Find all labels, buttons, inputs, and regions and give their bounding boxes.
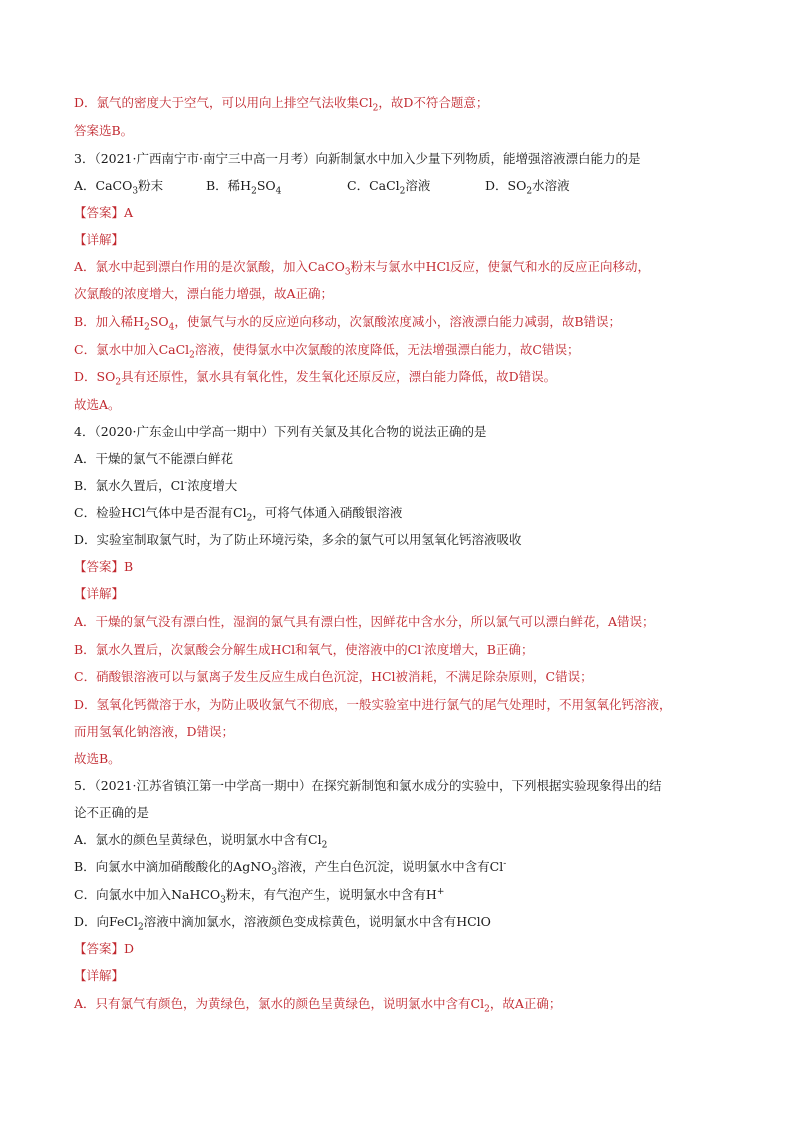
text: ，故D不符合题意； [378, 95, 489, 110]
text: B．加入稀H [74, 314, 145, 329]
explanation-line [74, 258, 650, 276]
explanation-line [74, 995, 561, 1013]
question-5-stem-cont: 论不正确的是 [74, 805, 150, 820]
text: ，故A正确； [489, 996, 562, 1011]
question-4-option-c [74, 504, 402, 522]
text: 浓度增大，B正确； [424, 642, 534, 657]
text: C．检验HCl气体中是否混有Cl [74, 505, 247, 520]
text: A．氯水中起到漂白作用的是次氯酸，加入CaCO [74, 259, 345, 274]
question-4-stem: 4．（2020·广东金山中学高一期中）下列有关氯及其化合物的说法正确的是 [74, 424, 487, 439]
question-4-option-d: D．实验室制取氯气时，为了防止环境污染，多余的氯气可以用氢氧化钙溶液吸收 [74, 532, 522, 547]
subscript: 3 [344, 267, 351, 278]
subscript: 2 [526, 186, 533, 197]
text: C．氯水中加入CaCl [74, 342, 190, 357]
question-5-option-c [74, 886, 444, 904]
conclusion-line: 故选B。 [74, 751, 121, 766]
text: C．CaCl [347, 178, 400, 193]
subscript: 2 [399, 186, 406, 197]
subscript: 3 [132, 186, 139, 197]
subscript: 2 [484, 1004, 490, 1015]
question-4-option-a: A．干燥的氯气不能漂白鲜花 [74, 451, 234, 466]
detail-label: 【详解】 [74, 968, 125, 983]
option-a [74, 177, 206, 195]
text: 浓度增大 [187, 478, 238, 493]
superscript: - [503, 858, 507, 869]
subscript: 2 [246, 513, 253, 524]
superscript: - [421, 641, 425, 652]
text: SO [256, 178, 276, 193]
text: A．氯水的颜色呈黄绿色，说明氯水中含有Cl [74, 832, 322, 847]
explanation-line-d [74, 94, 488, 112]
option-c [347, 177, 485, 195]
option-b [206, 177, 347, 195]
superscript: + [436, 886, 445, 897]
text: ，使氯气与水的反应逆向移动，次氯酸浓度减小，溶液漂白能力减弱，故B错误； [174, 314, 622, 329]
text: 粉末与氯水中HCl反应，使氯气和水的反应正向移动， [350, 259, 651, 274]
question-5-option-b [74, 858, 506, 876]
text: D．向FeCl [74, 914, 138, 929]
subscript: 4 [168, 322, 175, 333]
subscript: 4 [275, 186, 282, 197]
question-3-options [74, 177, 570, 195]
explanation-line: A．干燥的氯气没有漂白性，湿润的氯气具有漂白性，因鲜花中含水分，所以氯气可以漂白鲜花，A错误； [74, 614, 655, 629]
text: B．氯水久置后，次氯酸会分解生成HCl和氧气，使溶液中的Cl [74, 642, 422, 657]
explanation-line [74, 641, 533, 659]
question-3-stem: 3．（2021·广西南宁市·南宁三中高一月考）向新制氯水中加入少量下列物质，能增强溶液漂白能力的是 [74, 151, 641, 166]
subscript: 3 [220, 895, 226, 906]
explanation-line: 而用氢氧化钠溶液，D错误； [74, 724, 235, 739]
conclusion-line: 故选A。 [74, 397, 121, 412]
answer-label: 【答案】B [74, 559, 134, 574]
text: B．氯水久置后，Cl [74, 478, 185, 493]
text: D．SO [485, 178, 527, 193]
detail-label: 【详解】 [74, 586, 125, 601]
question-5-option-d [74, 913, 491, 931]
question-5-option-a [74, 831, 327, 849]
explanation-line [74, 341, 579, 359]
text: A．只有氯气有颜色，为黄绿色，氯水的颜色呈黄绿色，说明氯水中含有Cl [74, 996, 485, 1011]
explanation-line [74, 313, 621, 331]
explanation-line: D．氢氧化钙微溶于水，为防止吸收氯气不彻底，一般实验室中进行氯气的尾气处理时，不用氢氧化钙溶液， [74, 697, 672, 712]
detail-label: 【详解】 [74, 232, 125, 247]
subscript: 2 [189, 350, 195, 361]
text: C．向氯水中加入NaHCO [74, 887, 221, 902]
answer-choice-line: 答案选B。 [74, 123, 134, 138]
text: 溶液中滴加氯水，溶液颜色变成棕黄色，说明氯水中含有HClO [143, 914, 491, 929]
answer-label: 【答案】D [74, 941, 135, 956]
text: B．向氯水中滴加硝酸酸化的AgNO [74, 859, 272, 874]
text: SO [149, 314, 169, 329]
text: 粉末，有气泡产生，说明氯水中含有H [225, 887, 437, 902]
explanation-line: 次氯酸的浓度增大，漂白能力增强，故A正确； [74, 286, 334, 301]
subscript: 2 [321, 840, 328, 851]
text: 溶液，使得氯水中次氯酸的浓度降低，无法增强漂白能力，故C错误； [194, 342, 580, 357]
text: 水溶液 [532, 178, 570, 193]
text: 溶液 [405, 178, 431, 193]
text: 溶液，产生白色沉淀，说明氯水中含有Cl [277, 859, 504, 874]
subscript: 2 [251, 186, 257, 197]
question-5-stem: 5．（2021·江苏省镇江第一中学高一期中）在探究新制饱和氯水成分的实验中，下列根据实验现象得出的结 [74, 778, 662, 793]
text: B．稀H [206, 178, 252, 193]
option-d [485, 177, 570, 195]
text: A．CaCO [74, 178, 133, 193]
answer-label: 【答案】A [74, 205, 134, 220]
text: 粉末 [138, 178, 164, 193]
text: D．氯气的密度大于空气，可以用向上排空气法收集Cl [74, 95, 373, 110]
subscript: 2 [115, 377, 122, 388]
text: D．SO [74, 369, 116, 384]
text: 具有还原性，氯水具有氧化性，发生氧化还原反应，漂白能力降低，故D错误。 [121, 369, 557, 384]
explanation-line [74, 368, 556, 386]
subscript: 2 [144, 322, 150, 333]
subscript: 2 [372, 103, 379, 114]
subscript: 3 [271, 867, 278, 878]
explanation-line: C．硝酸银溶液可以与氯离子发生反应生成白色沉淀，HCl被消耗，不满足除杂原则，C错误； [74, 669, 593, 684]
text: ，可将气体通入硝酸银溶液 [252, 505, 403, 520]
question-4-option-b [74, 477, 237, 495]
subscript: 2 [137, 922, 144, 933]
superscript: - [184, 477, 188, 488]
